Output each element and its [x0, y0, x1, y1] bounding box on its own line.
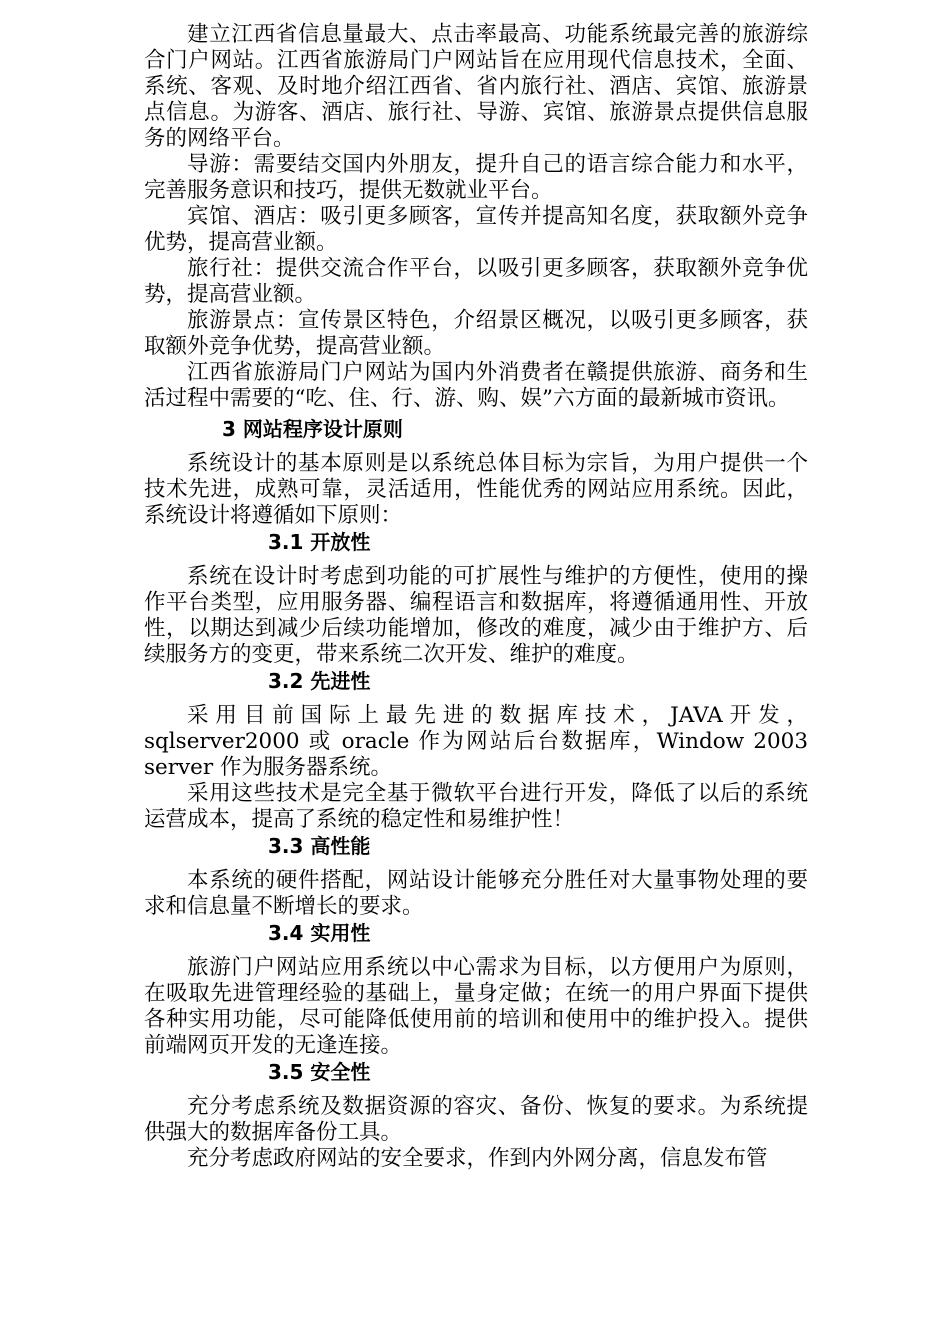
section-3-2-paragraph-2: 采用这些技术是完全基于微软平台进行开发，降低了以后的系统运营成本，提高了系统的稳定性和易维护性！ — [144, 781, 808, 832]
intro-paragraph-city-info: 江西省旅游局门户网站为国内外消费者在赣提供旅游、商务和生活过程中需要的“吃、住、行、游、购、娱”六方面的最新城市资讯。 — [144, 360, 808, 411]
intro-paragraph-portal: 建立江西省信息量最大、点击率最高、功能系统最完善的旅游综合门户网站。江西省旅游局门户网站旨在应用现代信息技术，全面、系统、客观、及时地介绍江西省、省内旅行社、酒店、宾馆、旅游景点信息。为游客、酒店、旅行社、导游、宾馆、旅游景点提供信息服务的网络平台。 — [144, 22, 808, 151]
section-3-2-line-1: 采用目前国际上最先进的数据库技术，JAVA开发， — [187, 703, 808, 728]
section-3-paragraph: 系统设计的基本原则是以系统总体目标为宗旨，为用户提供一个技术先进，成熟可靠，灵活适用，性能优秀的网站应用系统。因此，系统设计将遵循如下原则： — [144, 451, 808, 528]
document-page — [144, 22, 808, 1172]
section-3-3-paragraph: 本系统的硬件搭配，网站设计能够充分胜任对大量事物处理的要求和信息量不断增长的要求。 — [144, 868, 808, 919]
section-3-2-heading: 3.2 先进性 — [268, 669, 371, 693]
section-3-3-heading: 3.3 高性能 — [268, 834, 371, 858]
section-3-2-paragraph-1 — [144, 703, 808, 781]
intro-paragraph-scenic-spot: 旅游景点：宣传景区特色，介绍景区概况，以吸引更多顾客，获取额外竞争优势，提高营业额。 — [144, 308, 808, 359]
section-3-5-paragraph-1: 充分考虑系统及数据资源的容灾、备份、恢复的要求。为系统提供强大的数据库备份工具。 — [144, 1094, 808, 1145]
section-3-4-heading: 3.4 实用性 — [268, 921, 371, 945]
section-3-heading: 3 网站程序设计原则 — [222, 417, 403, 441]
section-3-5-heading: 3.5 安全性 — [268, 1060, 371, 1084]
section-3-5-paragraph-2: 充分考虑政府网站的安全要求，作到内外网分离，信息发布管 — [187, 1146, 768, 1171]
section-3-2-line-2: sqlserver2000 或 oracle 作为网站后台数据库，Window 2003 — [144, 729, 808, 754]
section-3-1-paragraph: 系统在设计时考虑到功能的可扩展性与维护的方便性，使用的操作平台类型，应用服务器、编程语言和数据库，将遵循通用性、开放性，以期达到减少后续功能增加，修改的难度，减少由于维护方、后续服务方的变更，带来系统二次开发、维护的难度。 — [144, 564, 808, 667]
section-3-2-line-3: server 作为服务器系统。 — [144, 755, 393, 780]
intro-paragraph-hotel: 宾馆、酒店：吸引更多顾客，宣传并提高知名度，获取额外竞争优势，提高营业额。 — [144, 204, 808, 255]
section-3-4-paragraph: 旅游门户网站应用系统以中心需求为目标，以方便用户为原则，在吸取先进管理经验的基础上，量身定做；在统一的用户界面下提供各种实用功能，尽可能降低使用前的培训和使用中的维护投入。提供前端网页开发的无逢连接。 — [144, 955, 808, 1058]
intro-paragraph-guide: 导游：需要结交国内外朋友，提升自己的语言综合能力和水平，完善服务意识和技巧，提供无数就业平台。 — [144, 152, 808, 203]
intro-paragraph-travel-agency: 旅行社：提供交流合作平台，以吸引更多顾客，获取额外竞争优势，提高营业额。 — [144, 256, 808, 307]
section-3-1-heading: 3.1 开放性 — [268, 530, 371, 554]
